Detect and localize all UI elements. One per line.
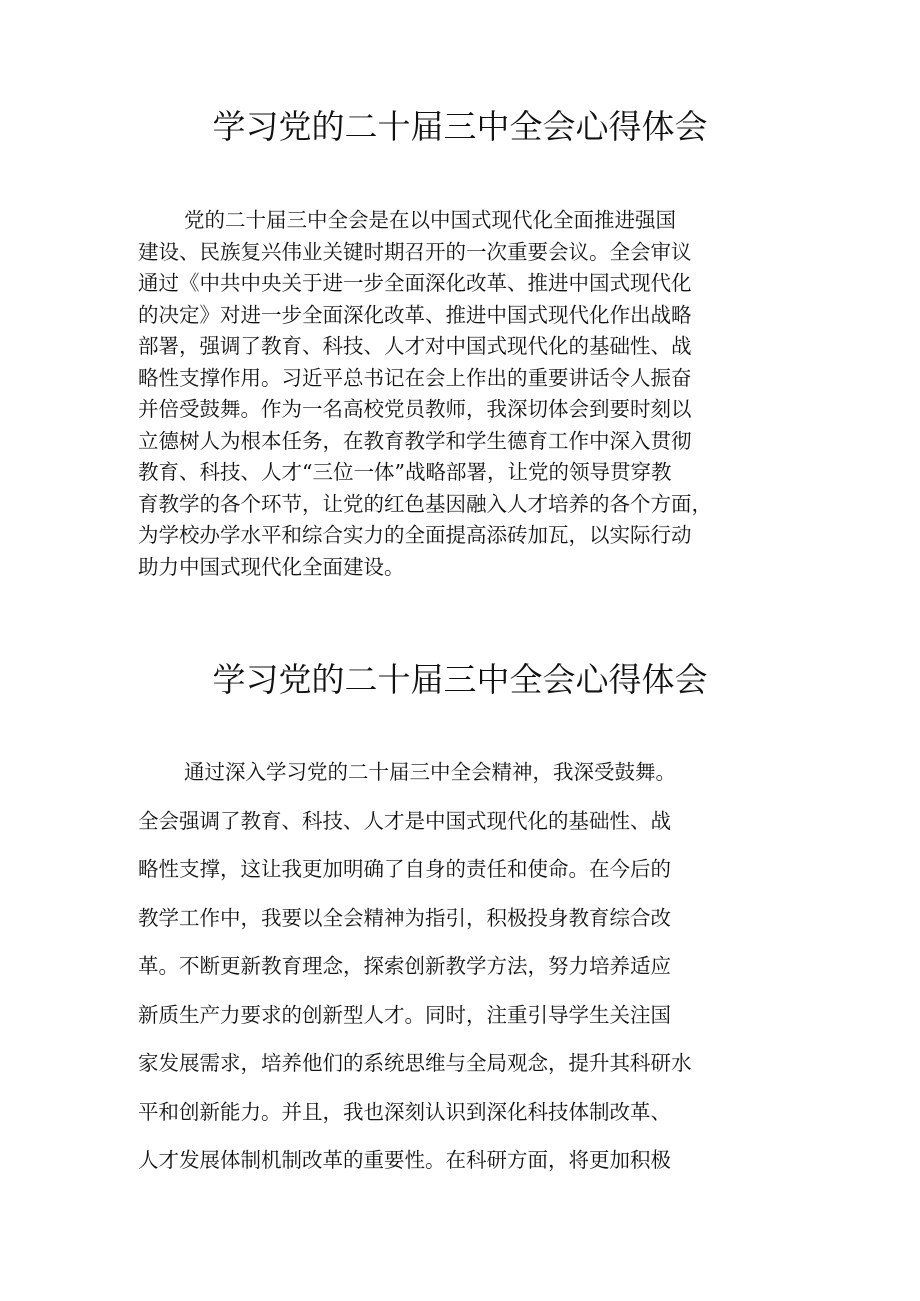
document-title: 学习党的二十届三中全会心得体会 — [212, 107, 708, 146]
paragraph-line: 育教学的各个环节，让党的红色基因融入人才培养的各个方面， — [138, 491, 712, 516]
paragraph-1 — [138, 205, 788, 583]
paragraph-2 — [138, 748, 788, 1185]
paragraph-line: 通过《中共中央关于进一步全面深化改革、推进中国式现代化 — [138, 271, 692, 295]
paragraph-line: 立德树人为根本任务，在教育教学和学生德育工作中深入贯彻 — [138, 428, 692, 453]
paragraph-line: 为学校办学水平和综合实力的全面提高添砖加瓦，以实际行动 — [138, 523, 692, 547]
paragraph-line: 教育、科技、人才“三位一体”战略部署，让党的领导贯穿教 — [138, 460, 672, 484]
paragraph-line: 教学工作中，我要以全会精神为指引，积极投身教育综合改 — [138, 905, 671, 930]
paragraph-line: 全会强调了教育、科技、人才是中国式现代化的基础性、战 — [138, 808, 671, 833]
paragraph-line: 平和创新能力。并且，我也深刻认识到深化科技体制改革、 — [138, 1099, 671, 1124]
paragraph-line: 部署，强调了教育、科技、人才对中国式现代化的基础性、战 — [138, 334, 692, 358]
paragraph-line: 党的二十届三中全会是在以中国式现代化全面推进强国 — [184, 208, 676, 232]
paragraph-line: 人才发展体制机制改革的重要性。在科研方面，将更加积极 — [138, 1148, 671, 1172]
paragraph-line: 新质生产力要求的创新型人才。同时，注重引导学生关注国 — [138, 1002, 671, 1027]
paragraph-line: 略性支撑，这让我更加明确了自身的责任和使命。在今后的 — [138, 857, 671, 881]
paragraph-line: 并倍受鼓舞。作为一名高校党员教师，我深切体会到要时刻以 — [138, 397, 692, 421]
paragraph-line: 建设、民族复兴伟业关键时期召开的一次重要会议。全会审议 — [138, 239, 692, 264]
paragraph-line: 家发展需求，培养他们的系统思维与全局观念，提升其科研水 — [138, 1051, 692, 1075]
paragraph-line: 革。不断更新教育理念，探索创新教学方法，努力培养适应 — [138, 954, 671, 978]
document-title: 学习党的二十届三中全会心得体会 — [212, 660, 708, 699]
paragraph-line: 通过深入学习党的二十届三中全会精神，我深受鼓舞。 — [184, 760, 676, 784]
paragraph-line: 的决定》对进一步全面深化改革、推进中国式现代化作出战略 — [138, 302, 692, 327]
paragraph-line: 略性支撑作用。习近平总书记在会上作出的重要讲话令人振奋 — [138, 365, 692, 390]
paragraph-line: 助力中国式现代化全面建设。 — [138, 554, 405, 579]
